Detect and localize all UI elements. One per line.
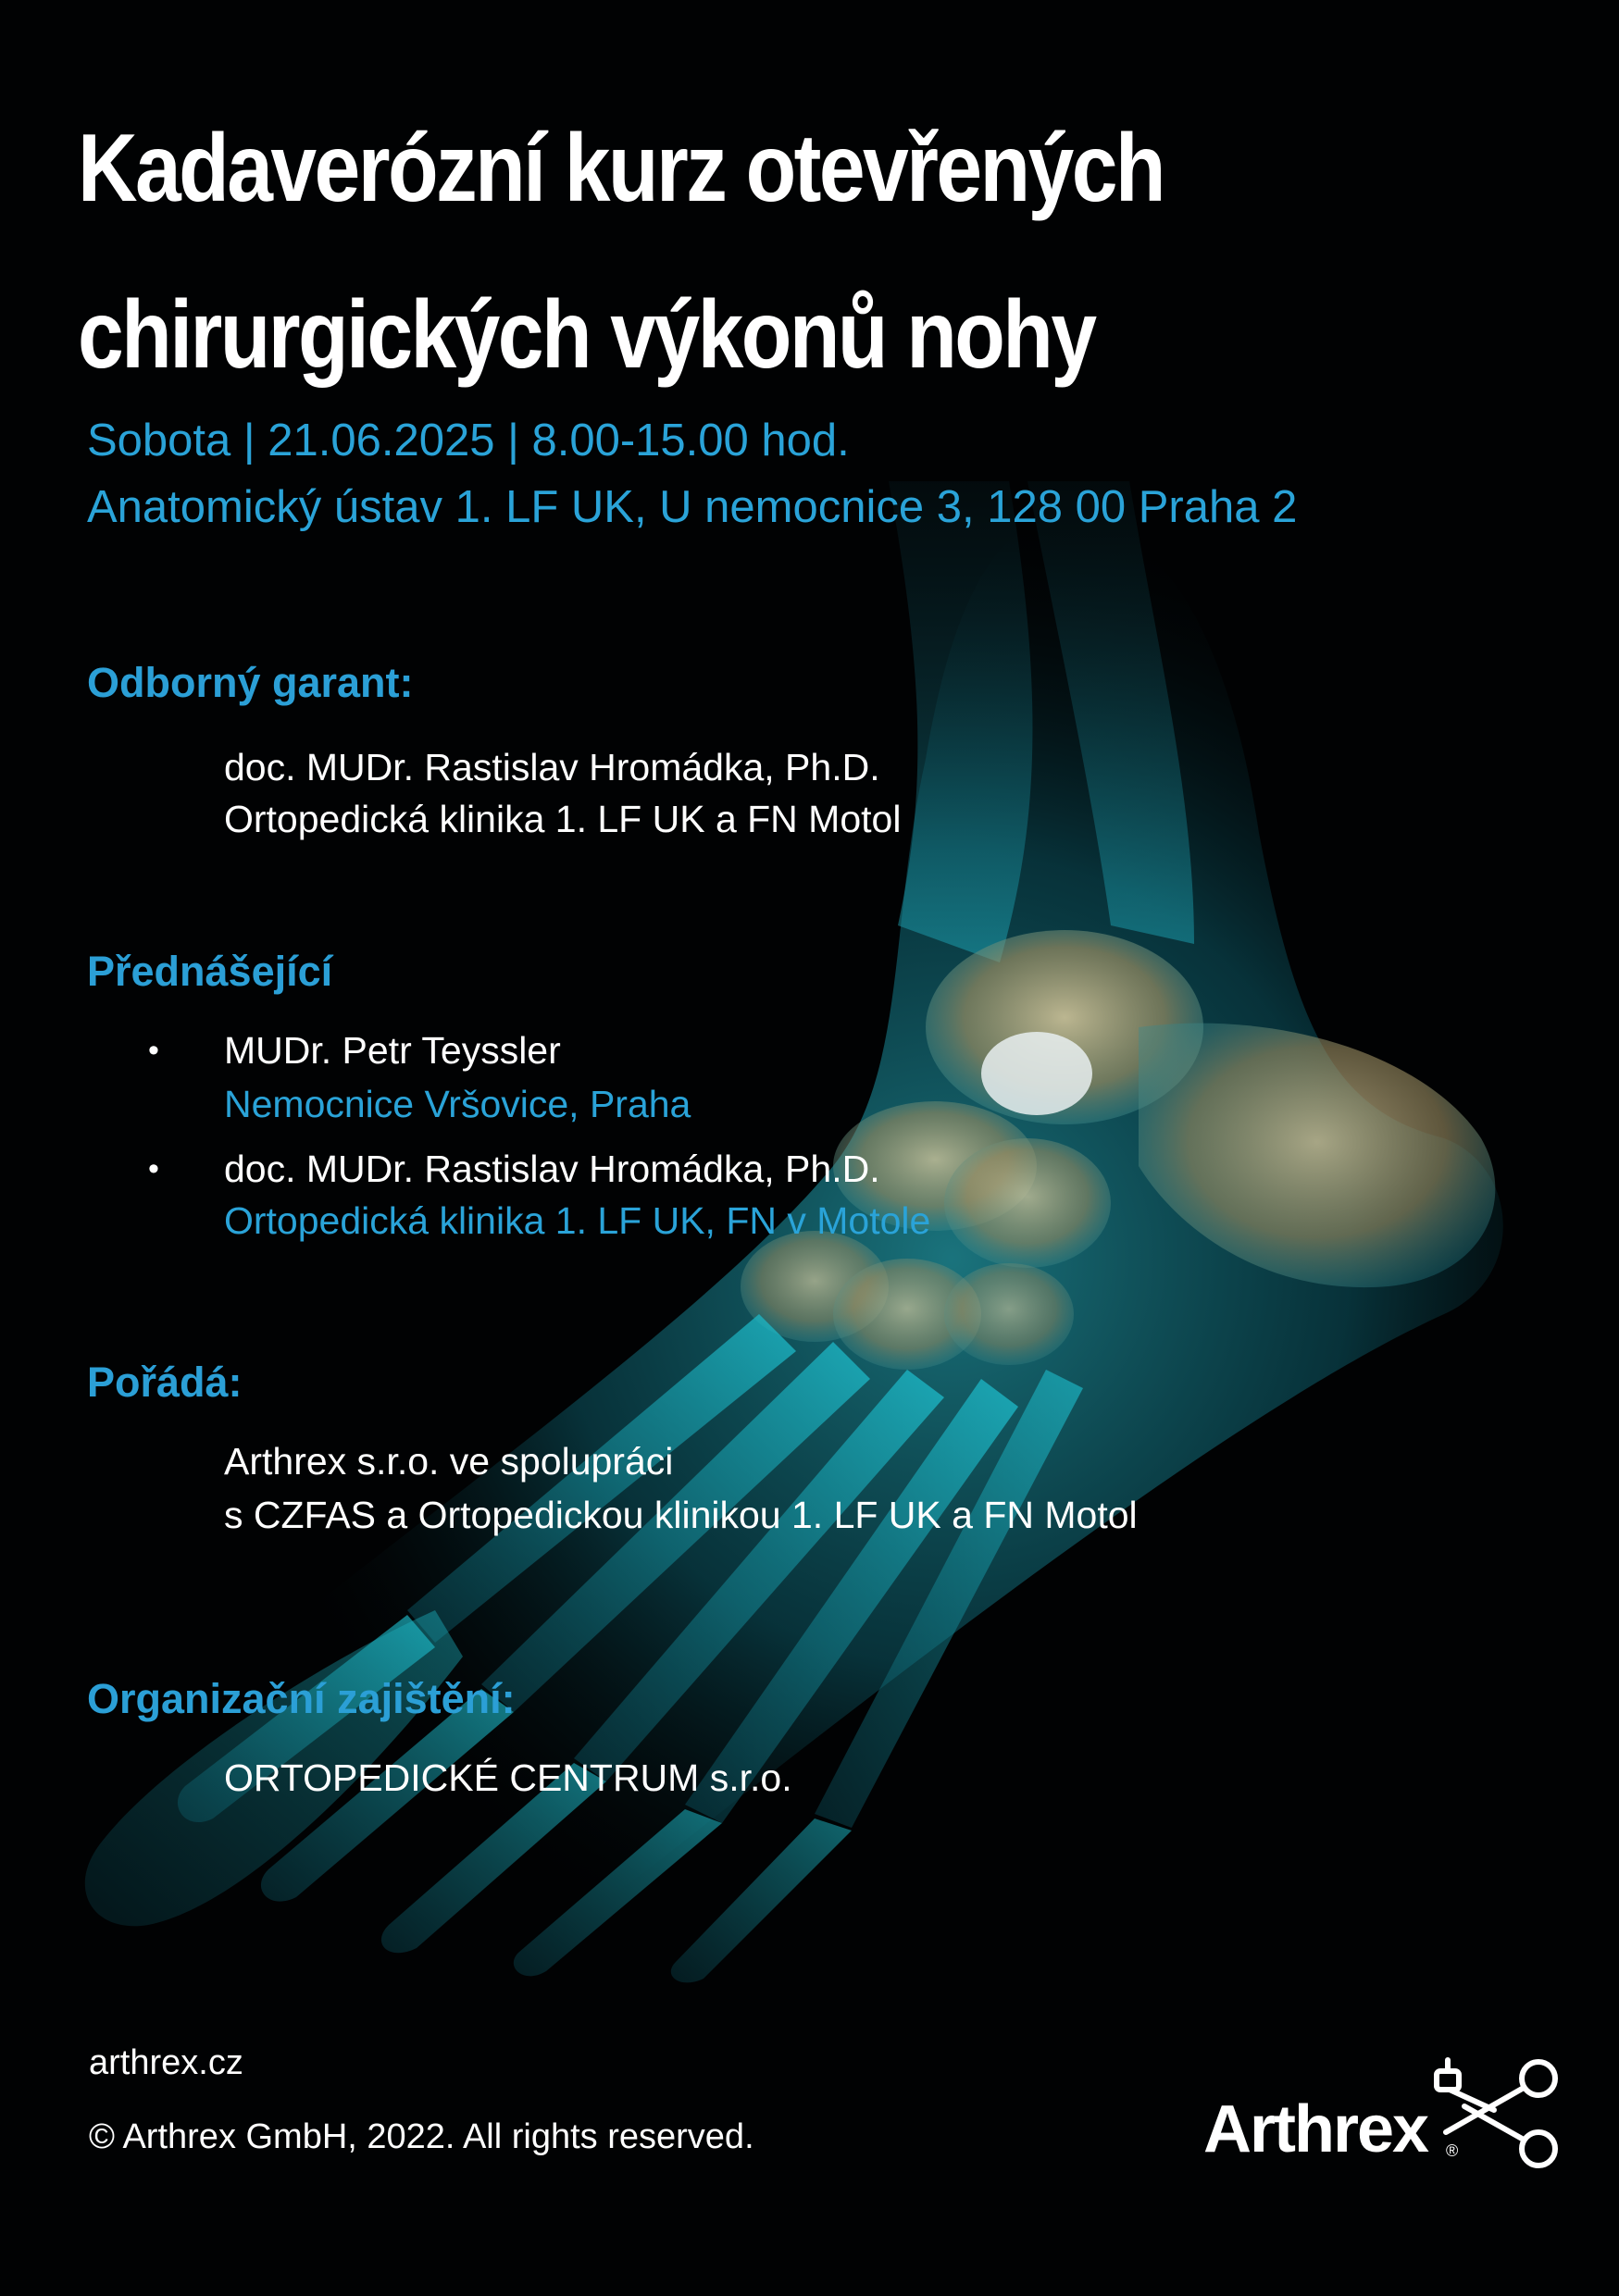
- page-title: [78, 85, 1351, 418]
- lecturers-heading: Přednášející: [87, 948, 333, 995]
- logo-wordmark: Arthrex: [1203, 2092, 1428, 2166]
- lecturer-bullet: •: [148, 1033, 159, 1068]
- organizer-heading: Pořádá:: [87, 1359, 243, 1406]
- lecturer-name: doc. MUDr. Rastislav Hromádka, Ph.D.: [224, 1148, 880, 1190]
- lecturer-name: MUDr. Petr Teyssler: [224, 1029, 561, 1072]
- arthrex-logo: [1203, 2053, 1564, 2173]
- title-line-1: Kadaverózní kurz otevřených: [78, 115, 1164, 222]
- website-link[interactable]: arthrex.cz: [89, 2043, 243, 2082]
- organization-heading: Organizační zajištění:: [87, 1675, 516, 1722]
- organizer-line-2: s CZFAS a Ortopedickou klinikou 1. LF UK a FN Motol: [224, 1494, 1138, 1536]
- organization-line-1: ORTOPEDICKÉ CENTRUM s.r.o.: [224, 1756, 792, 1799]
- lecturer-affiliation: Ortopedická klinika 1. LF UK, FN v Motole: [224, 1199, 931, 1242]
- guarantor-name: doc. MUDr. Rastislav Hromádka, Ph.D.: [224, 746, 880, 788]
- registered-mark: ®: [1446, 2141, 1459, 2160]
- lecturer-bullet: •: [148, 1151, 159, 1186]
- lecturer-affiliation: Nemocnice Vršovice, Praha: [224, 1083, 691, 1125]
- event-date: Sobota | 21.06.2025 | 8.00-15.00 hod.: [87, 416, 850, 465]
- guarantor-affiliation: Ortopedická klinika 1. LF UK a FN Motol: [224, 798, 902, 840]
- title-line-2: chirurgických výkonů nohy: [78, 281, 1095, 389]
- organizer-line-1: Arthrex s.r.o. ve spolupráci: [224, 1440, 674, 1483]
- copyright-text: © Arthrex GmbH, 2022. All rights reserved.: [89, 2117, 754, 2156]
- event-place: Anatomický ústav 1. LF UK, U nemocnice 3, 128 00 Praha 2: [87, 482, 1298, 532]
- guarantor-heading: Odborný garant:: [87, 659, 414, 706]
- arthroscope-scissors-icon: [1409, 2053, 1564, 2173]
